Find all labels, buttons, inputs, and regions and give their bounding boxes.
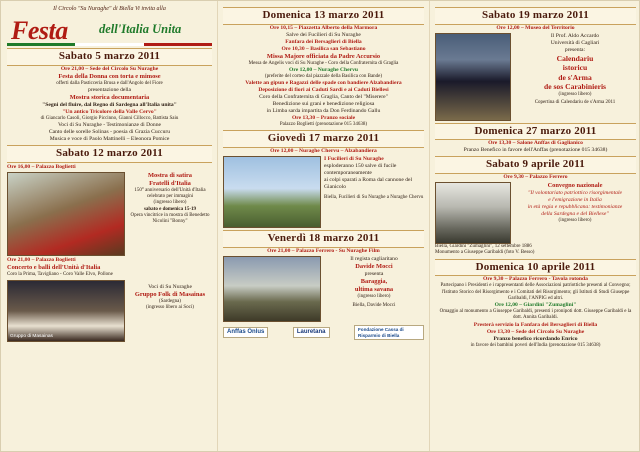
- event-text: (preferite del corteo dal piazzale della Basilica con Bande): [264, 73, 383, 79]
- event-text: ai colpi sparati a Roma dal cannone del Gianicolo: [324, 177, 413, 190]
- event-text: Omaggio al monumento a Giuseppe Garibaldi, presenti i pronipoti dott. Giuseppe Garibaldi e la dott. Annita Garibaldi.: [439, 309, 632, 321]
- day-body: [7, 164, 212, 342]
- event-text: presenta: [364, 270, 384, 277]
- film-still-photo: [223, 256, 321, 322]
- event-text: Coro la Prima, Tavigliano - Coro Valle Elvo, Pollone: [7, 271, 113, 277]
- event-title: de s'Arma: [558, 72, 592, 82]
- day-header-text: Sabato 12 marzo 2011: [56, 147, 163, 160]
- day-body: [7, 66, 212, 143]
- day-header: Domenica 13 marzo 2011: [223, 7, 424, 25]
- event-text: offerti dalla Pasticceria Brusa e dall'Angolo del Fiore: [56, 80, 163, 86]
- day-header: Domenica 27 marzo 2011: [435, 123, 636, 141]
- day-header: Domenica 10 aprile 2011: [435, 259, 636, 277]
- flag-ceremony-photo: [223, 156, 321, 228]
- day-header: Sabato 9 aprile 2011: [435, 156, 636, 174]
- event-title: Mostra storica documentaria: [69, 93, 150, 101]
- day-body: [223, 148, 424, 228]
- festa-subtitle: dell'Italia Unita: [99, 22, 182, 36]
- photo-caption: Biella, Fucilieri di Su Nuraghe a Nuraghe Chervu: [324, 194, 424, 200]
- satire-poster-image: [7, 172, 125, 256]
- time-place: Ore 16,00 – Palazzo Boglietti: [7, 163, 76, 170]
- time-place: Ore 12,00 – Museo del Territorio: [496, 24, 575, 31]
- event-text: Pranzo Benefico in favore dell'Anffas (prenotazione 015 34638): [463, 147, 608, 154]
- event-title: de sos Carabinieris: [543, 82, 607, 92]
- event-text: Voci di Su Nuraghe: [148, 284, 192, 291]
- sponsor-logos: [223, 325, 424, 340]
- event-text: presentazione della: [87, 86, 132, 93]
- event-text: Partecipano i Presidenti e i rappresentanti delle Associazioni patriottiche presenti al Convegno; l'Istituto Storico del Risorgimento e i Comitati del Risorgimento; gli Istituti di Studi Giuseppe Garibaldi, l'ANPIG ed altri.: [440, 283, 631, 301]
- time-place: Ore 13,30 – Sede del Circolo Su Nuraghe: [486, 328, 585, 335]
- event-text: (ingresso libero): [153, 200, 187, 206]
- event-title: Concerto e balli dell'Unità d'Italia: [7, 263, 101, 271]
- event-text: Presterà servizio la Fanfara dei Bersaglieri di Biella: [473, 321, 598, 328]
- event-text: "Un antico Tricolore della Valle Cervo": [62, 108, 157, 115]
- time-place: Ore 12,00 – Giardini "Zumaglini": [494, 302, 577, 309]
- day-body: [223, 25, 424, 129]
- fold-line: [429, 1, 430, 451]
- day-header: Sabato 5 marzo 2011: [7, 48, 212, 66]
- event-text: "Il volontariato patriottico risorgimentale: [528, 190, 622, 197]
- day-body: [435, 174, 636, 256]
- monument-photo: [435, 182, 511, 244]
- time-place: Ore 21,00 – Sede del Circolo Su Nuraghe: [60, 65, 159, 72]
- event-text: Valette an gipun e Ragazzi delle spade con bandiere Alzabandiera: [245, 80, 402, 87]
- event-title: Missa Majore officiata da Padre Accursio: [266, 52, 381, 60]
- event-title: Calendariu: [556, 53, 594, 63]
- event-text: (ingresso libero ai Soci): [146, 305, 194, 311]
- event-text: Università di Cagliari: [550, 39, 600, 46]
- event-text: sabato e domenica 15-19: [143, 206, 197, 212]
- day-header: Sabato 19 marzo 2011: [435, 7, 636, 25]
- event-title: Pranzo benefico ricordando Enrico: [493, 335, 578, 342]
- folk-text: [128, 280, 212, 342]
- event-text: Opera vincitrice in mostra di Benedetto Nicolini "Bonny": [130, 212, 210, 225]
- photo-caption: Biella, Giardini "Zumaglini", 12 settembre 1886: [435, 244, 532, 250]
- day-body: [223, 248, 424, 322]
- photo-caption: Copertina di Calendariu de s'Arma 2011: [534, 99, 616, 105]
- event-title: Baraggia,: [360, 277, 388, 285]
- panel-right: [435, 5, 636, 447]
- folk-group-photo: [7, 280, 125, 342]
- festa-title: Festa: [11, 16, 68, 45]
- event-text: in favore dei bambini poveri dell'India (prenotazione 015 34638): [470, 342, 601, 348]
- event-text: di Giancarlo Casoli, Giorgio Piccinno, Gianni Cillocco, Battista Saiu: [40, 115, 179, 121]
- event-title: Festa della Donna con torta e mimose: [58, 72, 161, 80]
- event-text: Messa de Angelis voci di Su Nuraghe - Coro della Confraternita di Graglia: [248, 60, 399, 66]
- day-body: [435, 276, 636, 348]
- time-place: Ore 9,30 – Palazzo Ferrero - Tavola rotonda: [483, 276, 588, 283]
- time-place: Ore 13,30 – Salone Anffas di Gaglianico: [488, 140, 583, 147]
- event-text: Fanfara dei Bersaglieri di Biella: [285, 38, 362, 45]
- day-body: [435, 25, 636, 121]
- time-place: Ore 10,15 – Piazzetta Alberto della Marmora: [269, 24, 378, 31]
- time-place: Ore 9,30 – Palazzo Ferrero: [503, 174, 568, 181]
- time-place: Ore 13,30 – Pranzo sociale: [291, 115, 356, 122]
- time-place: Ore 10,30 – Basilica san Sebastiano: [281, 45, 366, 52]
- sponsor-logo: Lauretana: [293, 327, 330, 339]
- event-text: (ingresso libero): [558, 218, 592, 224]
- event-title: Gruppo Folk di Masainas: [134, 291, 206, 299]
- festa-title-block: [7, 6, 212, 45]
- event-text: Benedizione sui grani e benedizione religiosa: [272, 101, 375, 108]
- event-text: Deposizione di fiori ai Caduti Sardi e ai Caduti Biellesi: [258, 87, 389, 94]
- event-text: Il Prof. Aldo Accardo: [550, 32, 600, 39]
- sponsor-logo: Anffas Onlus: [223, 327, 268, 339]
- sponsor-logo: Fondazione Cassa di Risparmio di Biella: [354, 325, 424, 340]
- event-text: (ingresso libero): [558, 91, 592, 97]
- day-header: Venerdì 18 marzo 2011: [223, 230, 424, 248]
- event-text: della Sardegna e del Biellese": [541, 211, 609, 218]
- event-text: Coro della Confraternita di Graglia, Canto del "Miserere": [259, 94, 388, 101]
- panel-left: [7, 5, 212, 447]
- event-text: esploderanno 150 salve di fucile contemporaneamente: [324, 163, 397, 177]
- calendar-cover-image: [435, 33, 511, 121]
- event-text: Canto delle sorelle Solinas - poesia di Grazia Cuccuru: [48, 129, 171, 136]
- event-title: ultima savana: [354, 285, 394, 293]
- event-text: in Limba sarda impartita da Don Ferdinando Gallu: [266, 108, 381, 115]
- time-place: Ore 21,00 – Palazzo Boglietti: [7, 256, 76, 263]
- calendar-text: [514, 33, 636, 121]
- event-text: in età regia e repubblicana: testimonianze: [527, 204, 623, 211]
- convegno-text: [514, 182, 636, 244]
- event-text: (ingresso libero): [357, 293, 391, 299]
- event-text: e l'emigrazione in Italia: [548, 197, 602, 204]
- event-title: Mostra di satira: [147, 171, 193, 179]
- event-text: Voci di Su Nuraghe - Testimonianze di Donne: [57, 122, 162, 129]
- event-text: Il regista cagliaritano: [350, 255, 398, 262]
- event-text: Salve dei Fucilieri di Su Nuraghe: [286, 31, 361, 38]
- event-text: 150° anniversario dell'Unità d'Italia celebrato per immagini: [134, 187, 206, 200]
- event-title: Fratelli d'Italia: [149, 179, 191, 187]
- event-text: (Sardegna): [159, 299, 181, 305]
- event-text: Palazzo Boglietti (prenotazione 015 34638): [279, 122, 368, 128]
- fold-line: [217, 1, 218, 451]
- day-header: [7, 145, 212, 163]
- day-text: [324, 156, 424, 228]
- satire-text: [128, 172, 212, 256]
- event-title: Convegno nazionale: [547, 182, 603, 190]
- event-text: presenta:: [564, 46, 586, 53]
- time-place: Ore 21,00 – Palazzo Ferrero - Su Nuraghe Film: [267, 247, 380, 254]
- time-place: Ore 12,00 – Nuraghe Chervu – Alzabandiera: [270, 148, 377, 155]
- intro-line: Il Circolo "Su Nuraghe" di Biella Vi invita alla: [53, 6, 166, 12]
- film-text: [324, 256, 424, 322]
- photo-caption: Gruppo di Masainas: [10, 334, 53, 340]
- event-text: I Fucilieri di Su Nuraghe: [324, 156, 384, 163]
- day-body: [435, 140, 636, 154]
- event-text: Musica e voce di Paolo Mattinelli – Eleonora Pomice: [49, 136, 170, 143]
- time-place: Ore 12,00 – Nuraghe Chervu: [288, 66, 359, 73]
- event-title: istoricu: [562, 63, 588, 73]
- day-header: Giovedì 17 marzo 2011: [223, 130, 424, 148]
- event-title: Davide Mocci: [355, 262, 393, 270]
- panel-center: [223, 5, 424, 447]
- photo-caption: Biella, Davide Mocci: [352, 303, 396, 309]
- photo-caption: Monumento a Giuseppe Garibaldi (foto V. Besso): [435, 250, 535, 256]
- event-text: "Segni del fluire, dal Regno di Sardegna all'Italia unita": [42, 101, 177, 108]
